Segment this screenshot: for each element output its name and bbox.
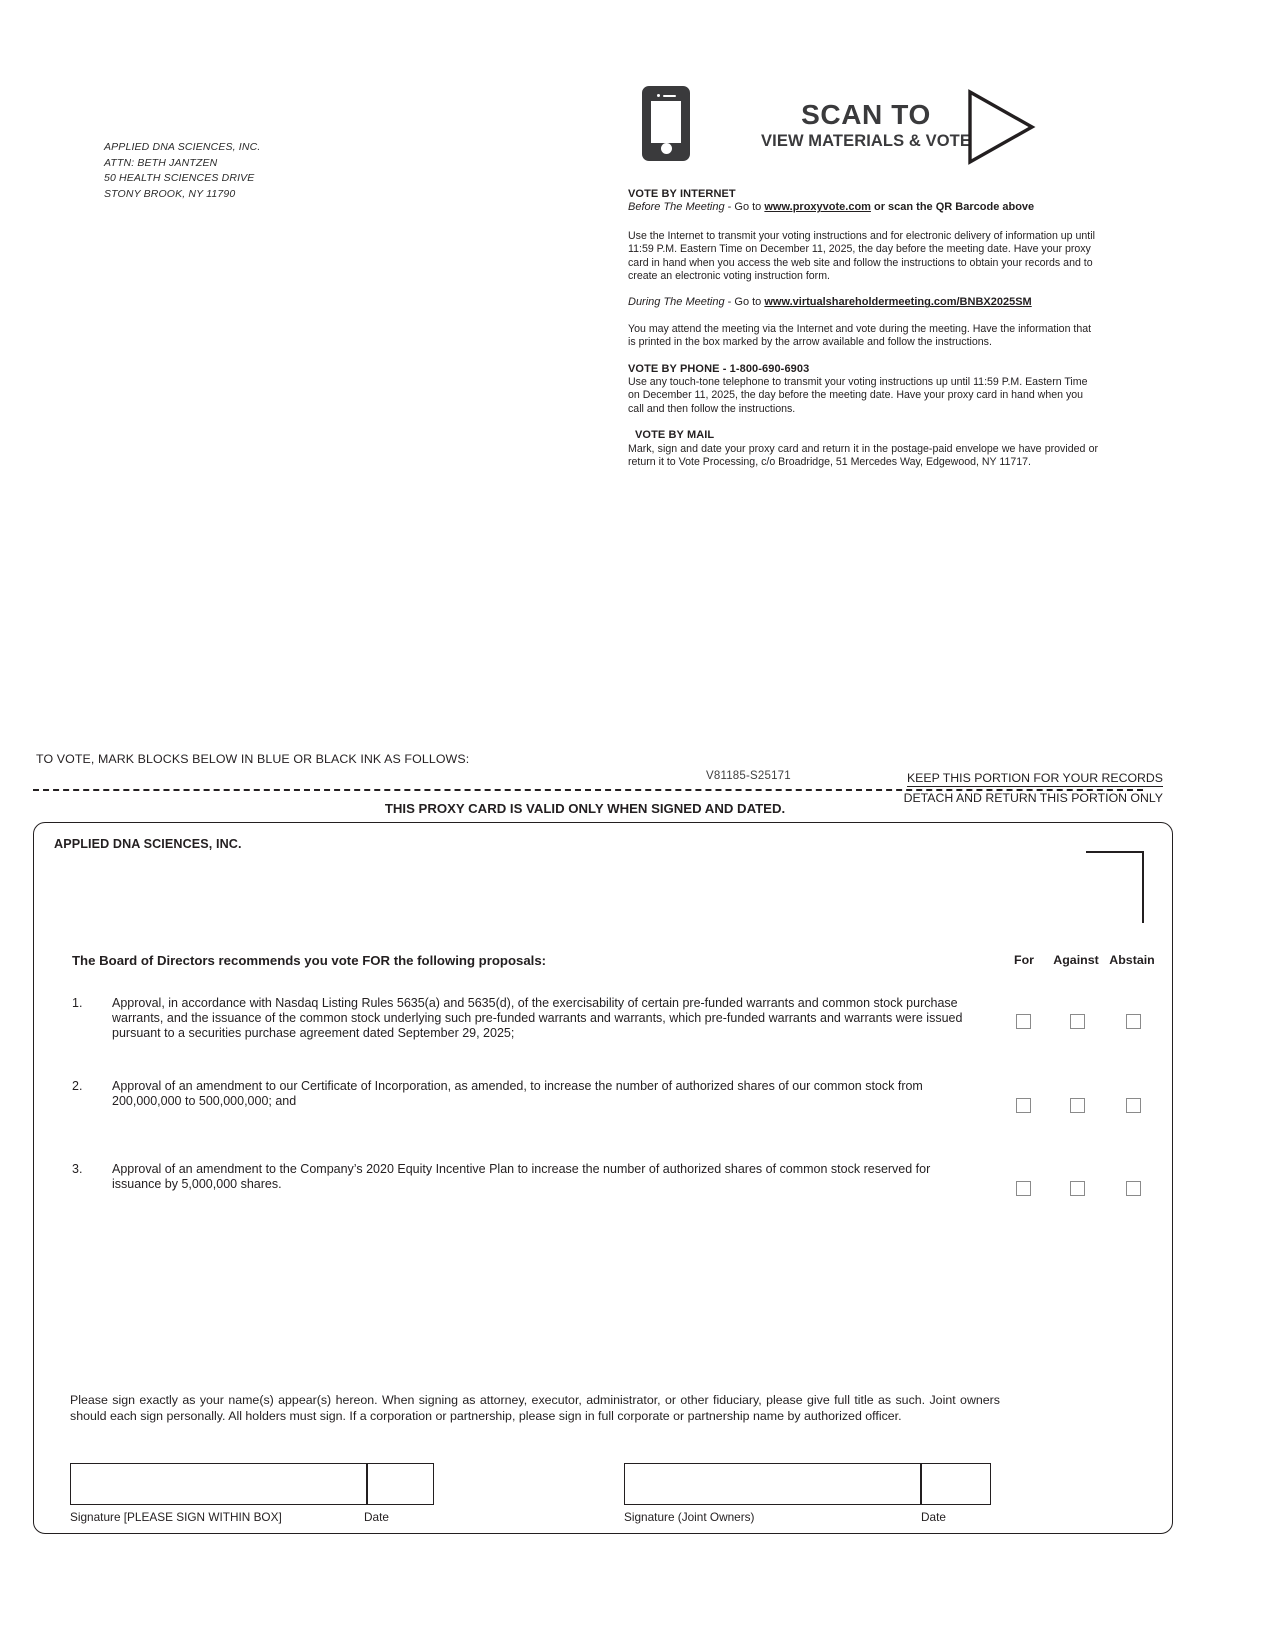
date-box-primary[interactable] bbox=[367, 1463, 434, 1505]
detach-cut-line bbox=[33, 789, 1143, 791]
proposal-item bbox=[72, 1162, 972, 1192]
checkbox-for-proposal-2[interactable] bbox=[1016, 1098, 1031, 1113]
proposal-text: Approval of an amendment to our Certificate of Incorporation, as amended, to increase the number of authorized shares of our common stock from 200,000,000 to 500,000,000; and bbox=[112, 1079, 923, 1109]
during-meeting-body: You may attend the meeting via the Internet and vote during the meeting. Have the information that is printed in the box marked by the arrow available and follow the instructions. bbox=[628, 322, 1092, 349]
phone-home-button bbox=[661, 143, 672, 154]
phone-camera-dot bbox=[657, 94, 660, 97]
checkbox-against-proposal-1[interactable] bbox=[1070, 1014, 1085, 1029]
phone-instruction-body: Use any touch-tone telephone to transmit your voting instructions up until 11:59 P.M. Eastern Time on December 11, 2025, the day before the meeting date. Have your proxy card in hand when you call and then follow the instructions. bbox=[628, 376, 1088, 415]
proposal-number: 3. bbox=[72, 1162, 83, 1176]
before-the-meeting-line bbox=[628, 201, 1098, 214]
during-the-meeting-line bbox=[628, 296, 1098, 309]
mail-instruction-body: Mark, sign and date your proxy card and return it in the postage-paid envelope we have provided or return it to Vote Processing, c/o Broadridge, 51 Mercedes Way, Edgewood, NY 11717. bbox=[628, 442, 1098, 469]
checkbox-against-proposal-3[interactable] bbox=[1070, 1181, 1085, 1196]
play-triangle-icon bbox=[966, 88, 1036, 171]
vote-by-phone-heading: VOTE BY PHONE - 1-800-690-6903 bbox=[628, 362, 810, 375]
checkbox-abstain-proposal-1[interactable] bbox=[1126, 1014, 1141, 1029]
valid-when-signed-notice: THIS PROXY CARD IS VALID ONLY WHEN SIGNED AND DATED. bbox=[384, 801, 786, 816]
phone-speaker-bar bbox=[663, 95, 676, 98]
signature-box-joint[interactable] bbox=[624, 1463, 921, 1505]
scan-to-banner bbox=[636, 78, 1036, 170]
detach-portion-label: DETACH AND RETURN THIS PORTION ONLY bbox=[903, 791, 1163, 805]
proposal-number: 2. bbox=[72, 1079, 83, 1093]
internet-instruction-body: Use the Internet to transmit your voting instructions and for electronic delivery of information up until 11:59 P.M. Eastern Time on December 11, 2025, the day before the meeting date. Have your proxy card in hand when you access the web site and follow the instructions to obtain your records and to create an electronic voting instruction form. bbox=[628, 229, 1095, 283]
keep-portion-label: KEEP THIS PORTION FOR YOUR RECORDS bbox=[906, 771, 1163, 785]
signature-label-joint: Signature (Joint Owners) bbox=[624, 1510, 755, 1524]
column-header-abstain: Abstain bbox=[1109, 953, 1155, 967]
address-line-1: APPLIED DNA SCIENCES, INC. bbox=[104, 141, 261, 153]
signature-box-primary[interactable] bbox=[70, 1463, 367, 1505]
proposal-item bbox=[72, 1079, 972, 1109]
vote-by-mail-heading: VOTE BY MAIL bbox=[635, 429, 715, 442]
date-label-joint: Date bbox=[921, 1510, 946, 1524]
virtual-meeting-link[interactable]: www.virtualshareholdermeeting.com/BNBX2025SM bbox=[764, 296, 1032, 309]
signature-label-primary: Signature [PLEASE SIGN WITHIN BOX] bbox=[70, 1510, 282, 1524]
mark-blocks-instruction: TO VOTE, MARK BLOCKS BELOW IN BLUE OR BLACK INK AS FOLLOWS: bbox=[36, 752, 470, 766]
checkbox-against-proposal-2[interactable] bbox=[1070, 1098, 1085, 1113]
before-the-meeting-goto: - Go to bbox=[724, 201, 765, 214]
control-number: V81185-S25171 bbox=[706, 770, 791, 782]
address-line-4: STONY BROOK, NY 11790 bbox=[104, 187, 236, 200]
mobile-phone-icon bbox=[642, 86, 690, 161]
before-the-meeting-label: Before The Meeting bbox=[628, 201, 725, 214]
checkbox-abstain-proposal-2[interactable] bbox=[1126, 1098, 1141, 1113]
checkbox-for-proposal-1[interactable] bbox=[1016, 1014, 1031, 1029]
scan-title: SCAN TO bbox=[801, 99, 931, 130]
column-header-for: For bbox=[1014, 953, 1034, 967]
date-label-primary: Date bbox=[364, 1510, 389, 1524]
during-the-meeting-label: During The Meeting bbox=[628, 296, 725, 309]
phone-screen bbox=[651, 101, 681, 143]
before-the-meeting-suffix: or scan the QR Barcode above bbox=[870, 201, 1035, 214]
date-box-joint[interactable] bbox=[921, 1463, 991, 1505]
proposal-text: Approval of an amendment to the Company’s 2020 Equity Incentive Plan to increase the number of authorized shares of common stock reserved for issuance by 5,000,000 shares. bbox=[112, 1162, 931, 1192]
voting-instructions bbox=[628, 188, 1098, 470]
signature-instructions: Please sign exactly as your name(s) appear(s) hereon. When signing as attorney, executor, administrator, or other fiduciary, please give full title as such. Joint owners should each sign personally. All holders must sign. If a corporation or partnership, please sign in full corporate or partnership name by authorized officer. bbox=[70, 1393, 1000, 1423]
ballot-card bbox=[33, 822, 1173, 1534]
proposal-item bbox=[72, 996, 972, 1042]
ballot-company-name: APPLIED DNA SCIENCES, INC. bbox=[54, 837, 242, 851]
scan-subtitle: VIEW MATERIALS & VOTE bbox=[761, 132, 971, 150]
address-line-3: 50 HEALTH SCIENCES DRIVE bbox=[104, 172, 255, 185]
vote-by-internet-heading: VOTE BY INTERNET bbox=[628, 188, 736, 200]
board-recommendation-text: The Board of Directors recommends you vote FOR the following proposals: bbox=[72, 953, 547, 968]
checkbox-abstain-proposal-3[interactable] bbox=[1126, 1181, 1141, 1196]
proposal-number: 1. bbox=[72, 996, 83, 1010]
mailing-address bbox=[104, 140, 260, 202]
during-the-meeting-goto: - Go to bbox=[724, 296, 765, 309]
checkbox-for-proposal-3[interactable] bbox=[1016, 1181, 1031, 1196]
proposal-text: Approval, in accordance with Nasdaq Listing Rules 5635(a) and 5635(d), of the exercisability of certain pre-funded warrants and common stock purchase warrants, and the issuance of the common stock underlying such pre-funded warrants and warrants, which pre-funded warrants and warrants were issued pursuant to a securities purchase agreement dated September 29, 2025; bbox=[112, 996, 963, 1041]
column-header-against: Against bbox=[1053, 953, 1099, 967]
corner-registration-mark bbox=[1086, 851, 1144, 923]
address-line-2: ATTN: BETH JANTZEN bbox=[104, 156, 218, 169]
proxyvote-link[interactable]: www.proxyvote.com bbox=[764, 201, 871, 214]
